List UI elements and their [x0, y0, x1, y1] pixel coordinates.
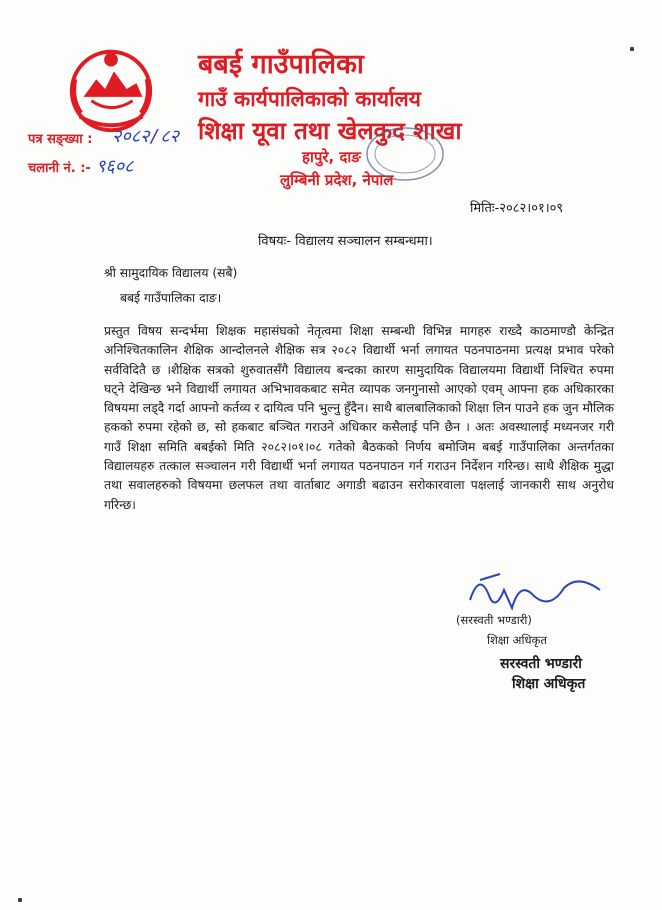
office-name: गाउँ कार्यपालिकाको कार्यालय	[198, 87, 421, 111]
office-stamp-icon	[350, 123, 445, 185]
letter-body: प्रस्तुत विषय सन्दर्भमा शिक्षक महासंघको नेतृत्वमा शिक्षा सम्बन्धी विभिन्न मागहरु राख्दै काठमाण्डौ केन्द्रित अनिश्चितकालिन शैक्षिक आन्दोलनले शैक्षिक सत्र २०८२ विद्यार्थी भर्ना लगायत पठनपाठनमा प्रत्यक्ष प्रभाव परेको सर्वविदितै छ ।शैक्षिक सत्रको शुरुवातसँगै विद्यालय बन्दका कारण सामुदायिक विद्यालयमा विद्यार्थी निश्चित रुपमा घट्ने देखिन्छ भने विद्यार्थी लगायत अभिभावकबाट समेत व्यापक जनगुनासो आएको एवम् आफ्ना हक अधिकारका विषयमा लड्दै गर्दा आफ्नो कर्तव्य र दायित्व पनि भुल्नु हुँदैन। साथै बालबालिकाको शिक्षा लिन पाउने हक जुन मौलिक हकको रुपमा रहेको छ, सो हकबाट बञ्चित गराउने अधिकार कसैलाई पनि छैन । अतः अवस्थालाई मध्यनजर गरी गाउँ शिक्षा समिति बबईको मिति २०८२।०१।०८ गतेको बैठकको निर्णय बमोजिम बबई गाउँपालिका अन्तर्गतका विद्यालयहरु तत्काल सञ्चालन गरी विद्यार्थी भर्ना लगायत पठनपाठन गर्न गराउन निर्देशन गरिन्छ। साथै शैक्षिक मुद्धा तथा सवालहरुको विषयमा छलफल तथा वार्ताबाट अगाडी बढाउन सरोकारवाला पक्षलाई जानकारी साथ अनुरोध गरिन्छ।	[104, 324, 614, 512]
dispatch-number-label: चलानी नं. :-	[28, 161, 91, 176]
address-line-1: हापुरे, दाङ	[302, 148, 361, 166]
organization-name: बबई गाउँपालिका	[198, 49, 364, 80]
recipient-line-2: बबई गाउँपालिका दाङ।	[120, 291, 222, 305]
signatory-title: शिक्षा अधिकृत	[487, 633, 547, 647]
scan-mark	[630, 47, 634, 51]
handwritten-signature-icon	[460, 560, 610, 620]
address-line-2: लुम्बिनी प्रदेश, नेपाल	[280, 171, 394, 189]
letter-subject: विषयः- विद्यालय सञ्चालन सम्बन्धमा।	[258, 234, 433, 249]
recipient-line-1: श्री सामुदायिक विद्यालय (सबै)	[104, 266, 238, 280]
ref-number-value: २०८२/८२	[112, 126, 179, 147]
dispatch-number-value: ९६०८	[96, 156, 134, 177]
ref-number-label: पत्र सङ्ख्या :	[28, 132, 93, 147]
letter-date: मितिः-२०८२।०१।०९	[470, 201, 564, 216]
scan-mark	[18, 898, 22, 902]
signatory-name: (सरस्वती भण्डारी)	[456, 613, 532, 627]
stamp-name: सरस्वती भण्डारी	[500, 656, 582, 672]
stamp-title: शिक्षा अधिकृत	[512, 676, 586, 692]
section-name: शिक्षा यूवा तथा खेलकुद शाखा	[198, 117, 462, 145]
